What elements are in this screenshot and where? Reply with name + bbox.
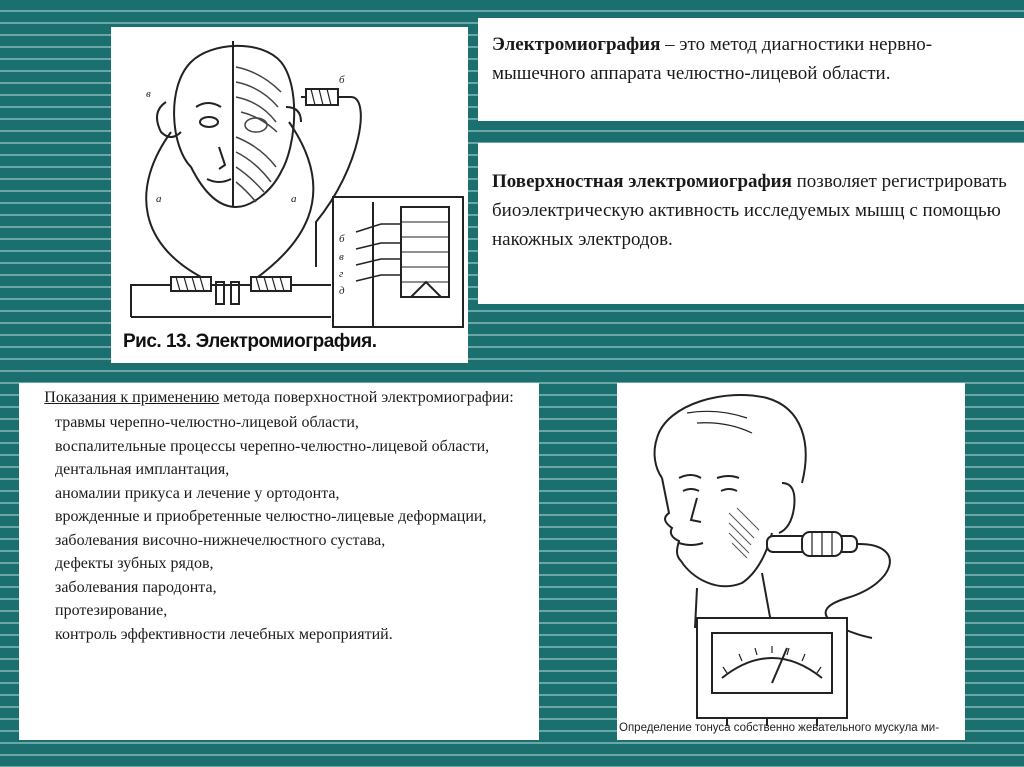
masseter-measurement-drawing xyxy=(617,383,965,740)
definition-box xyxy=(478,18,1024,121)
indications-title-rest: метода поверхностной электромиографии: xyxy=(219,389,514,406)
figure-label-v-right: в xyxy=(339,251,344,263)
figure-label-g: г xyxy=(339,268,344,280)
figure-label-b-top: б xyxy=(339,74,345,86)
definition-text xyxy=(492,30,1010,88)
masseter-measurement-figure xyxy=(617,383,965,740)
figure2-caption: Определение тонуса собственно жевательного мускула ми- xyxy=(619,722,940,734)
indications-box xyxy=(19,383,539,740)
list-item: заболевания височно-нижнечелюстного сустава, xyxy=(55,531,386,549)
list-item: заболевания пародонта, xyxy=(55,578,217,596)
list-item: травмы черепно-челюстно-лицевой области, xyxy=(55,414,359,431)
figure-label-d: д xyxy=(339,285,345,297)
electromyography-diagram-drawing xyxy=(111,27,468,363)
list-item: врожденные и приобретенные челюстно-лицевые деформации, xyxy=(55,508,487,525)
list-item: дентальная имплантация, xyxy=(55,461,230,478)
surface-emg-text xyxy=(492,167,1010,254)
indications-list xyxy=(55,411,527,646)
list-item: контроль эффективности лечебных мероприятий. xyxy=(55,625,393,643)
definition-term: Электромиография xyxy=(492,34,661,55)
list-item: аномалии прикуса и лечение у ортодонта, xyxy=(55,484,340,502)
surface-emg-box xyxy=(478,143,1024,304)
surface-emg-rest: позволяет регистрировать биоэлектрическую активность исследуемых мышц с помощью накожных электродов. xyxy=(492,171,1007,250)
indications-title-underlined: Показания к применению xyxy=(44,389,220,406)
list-item: воспалительные процессы черепно-челюстно-лицевой области, xyxy=(55,437,490,455)
figure-label-v-left: в xyxy=(146,88,151,100)
indications-title xyxy=(31,387,527,409)
figure-label-a-left: а xyxy=(156,193,162,205)
definition-rest: – это метод диагностики нервно-мышечного аппарата челюстно-лицевой области. xyxy=(492,34,933,84)
list-item: дефекты зубных рядов, xyxy=(55,555,214,572)
figure-label-b-right: б xyxy=(339,233,345,245)
surface-emg-term: Поверхностная электромиография xyxy=(492,171,792,192)
figure-label-a-right: а xyxy=(291,193,297,205)
electromyography-diagram-figure xyxy=(111,27,468,363)
figure1-caption: Рис. 13. Электромиография. xyxy=(123,331,377,352)
list-item: протезирование, xyxy=(55,602,168,619)
